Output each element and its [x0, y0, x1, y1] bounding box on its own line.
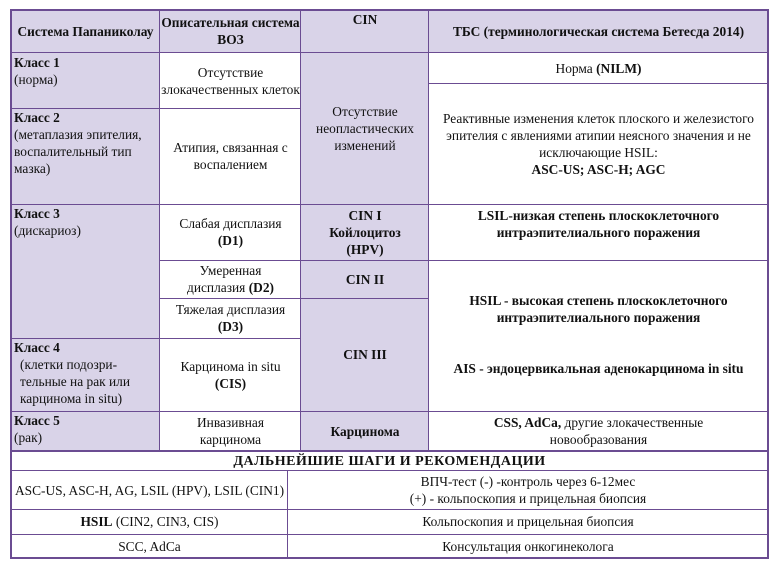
tbs-ais: [429, 338, 768, 411]
cin-2: [301, 260, 429, 298]
grid-line: [429, 204, 768, 205]
cin-1-text: CIN I Койлоцитоз (HPV): [329, 207, 401, 257]
grid-line: [160, 108, 301, 109]
pap-class-2: [11, 108, 160, 204]
pap-class-4-title: Класс 4: [14, 340, 60, 355]
grid-line: [160, 338, 301, 339]
header-papanicolaou: [11, 9, 160, 53]
header-tbs-label: ТБС (терминологическая система Бетесда 2014): [452, 23, 745, 39]
who-row-6: [160, 338, 301, 411]
who-r7-text: Инвазивная карцинома: [197, 415, 264, 447]
grid-line: [429, 411, 768, 412]
grid-line: [10, 9, 12, 559]
grid-line: [301, 411, 429, 412]
pap-class-2-desc: (метаплазия эпителия, воспалительный тип мазка): [14, 127, 142, 176]
tbs-reactive: [429, 83, 768, 204]
who-r6-code: (CIS): [214, 375, 247, 391]
header-pap-label: Система Папаниколау: [17, 23, 154, 39]
grid-line: [11, 52, 769, 53]
steps-row-2-left: [11, 509, 288, 534]
steps-row-1-left: [11, 471, 288, 509]
pap-class-4: [11, 338, 160, 411]
who-row-4: [160, 260, 301, 298]
tbs-css: [429, 411, 768, 451]
grid-line: [11, 204, 160, 205]
pap-class-1-desc: (норма): [14, 72, 58, 87]
steps-row-3-right: [288, 534, 768, 558]
cin-3-text: CIN III: [343, 347, 387, 362]
pap-class-5-desc: (рак): [14, 430, 43, 445]
header-cin: [301, 9, 429, 53]
grid-line: [160, 411, 301, 412]
steps-row-3-left: [11, 534, 288, 558]
tbs-hsil: [429, 260, 768, 338]
tbs-norm-code: (NILM): [596, 60, 642, 76]
grid-line: [428, 9, 429, 451]
steps-title-text: ДАЛЬНЕЙШИЕ ШАГИ И РЕКОМЕНДАЦИИ: [233, 453, 546, 469]
grid-line: [429, 83, 768, 84]
grid-line: [301, 260, 429, 261]
who-r3-code: (D1): [217, 233, 244, 248]
pap-class-5: [11, 411, 160, 451]
who-r4-code: (D2): [248, 280, 274, 295]
tbs-norm-text: Норма: [555, 60, 593, 76]
grid-line: [287, 471, 288, 558]
steps-row-3-left-text: SCC, AdCa: [118, 538, 181, 554]
grid-line: [160, 204, 301, 205]
tbs-css-codes: CSS, AdCa,: [493, 415, 562, 430]
who-row-7: [160, 411, 301, 451]
cin-none-text: Отсутствие неопластических изменений: [316, 104, 414, 153]
pap-class-3-title: Класс 3: [14, 206, 60, 221]
grid-line: [767, 9, 769, 559]
tbs-hsil-text: HSIL - высокая степень плоскоклеточного интраэпителиального поражения: [469, 293, 728, 325]
who-r4-text: Умеренная дисплазия: [187, 263, 262, 295]
who-row-3: [160, 204, 301, 260]
pap-class-1: [11, 53, 160, 108]
cin-2-text: CIN II: [345, 271, 385, 287]
cin-carcinoma-text: Карцинома: [330, 423, 400, 439]
grid-line: [160, 260, 301, 261]
who-r5-text: Тяжелая дисплазия: [175, 302, 286, 317]
steps-row-1-right-line1: ВПЧ-тест (-) -контроль через 6-12мес: [420, 474, 636, 489]
grid-line: [11, 108, 160, 109]
who-row-1: [160, 53, 301, 108]
grid-line: [11, 509, 769, 510]
grid-line: [11, 470, 769, 471]
steps-row-2-right: [288, 509, 768, 534]
steps-row-2-left-bold: HSIL: [80, 514, 113, 529]
who-row-5: [160, 298, 301, 338]
header-cin-label: CIN: [352, 12, 378, 27]
cin-none: [301, 53, 429, 204]
steps-row-1-right-line2: (+) - кольпоскопия и прицельная биопсия: [409, 491, 647, 506]
who-r1-text: Отсутствие злокачественных клеток: [161, 64, 300, 97]
who-r5-code: (D3): [217, 319, 244, 334]
tbs-ais-text: AIS - эндоцервикальная аденокарцинома in situ: [453, 361, 744, 376]
who-r2-text: Атипия, связанная с воспалением: [173, 140, 288, 172]
steps-row-2-left-text: (CIN2, CIN3, CIS): [115, 514, 219, 529]
grid-line: [429, 260, 768, 261]
cin-carcinoma: [301, 411, 429, 451]
pap-class-1-title: Класс 1: [14, 55, 60, 70]
cin-3: [301, 298, 429, 411]
grid-line: [159, 9, 160, 451]
grid-line: [11, 9, 769, 11]
header-tbs: [429, 9, 768, 53]
tbs-norm: [429, 53, 768, 83]
grid-line: [11, 411, 160, 412]
steps-title: [11, 451, 768, 471]
steps-row-1-right: [288, 471, 768, 509]
tbs-lsil: [429, 204, 768, 260]
header-who: [160, 9, 301, 53]
pap-class-3-desc: (дискариоз): [14, 223, 81, 238]
steps-row-3-right-text: Консультация онкогинеколога: [442, 538, 614, 554]
grid-line: [301, 298, 429, 299]
header-who-label: Описательная система ВОЗ: [161, 15, 300, 47]
who-r6-text: Карцинома in situ: [180, 358, 281, 374]
tbs-reactive-text: Реактивные изменения клеток плоского и железистого эпителия с явлениями атипии неясного значения и не исключающие HSIL:: [443, 110, 754, 160]
cin-1: [301, 204, 429, 260]
who-r3-text: Слабая дисплазия: [179, 216, 282, 231]
who-row-2: [160, 108, 301, 204]
pap-class-5-title: Класс 5: [14, 413, 60, 428]
grid-line: [301, 204, 429, 205]
steps-row-1-left-text: ASC-US, ASC-H, AG, LSIL (HPV), LSIL (CIN1): [14, 482, 285, 498]
grid-line: [11, 338, 160, 339]
grid-line: [160, 298, 301, 299]
grid-line: [11, 450, 769, 452]
grid-line: [11, 534, 769, 535]
pap-class-2-title: Класс 2: [14, 110, 60, 125]
tbs-reactive-codes: ASC-US; ASC-H; AGC: [531, 161, 666, 177]
tbs-css-text: другие злокачественные новообразования: [549, 415, 704, 447]
grid-line: [11, 557, 769, 559]
pap-class-4-desc: (клетки подозри-тельные на рак или карцинома in situ): [20, 357, 131, 406]
pap-class-3: [11, 204, 160, 338]
grid-line: [300, 9, 301, 451]
tbs-lsil-text: LSIL-низкая степень плоскоклеточного интраэпителиального поражения: [477, 208, 720, 240]
steps-row-2-right-text: Кольпоскопия и прицельная биопсия: [422, 514, 634, 529]
